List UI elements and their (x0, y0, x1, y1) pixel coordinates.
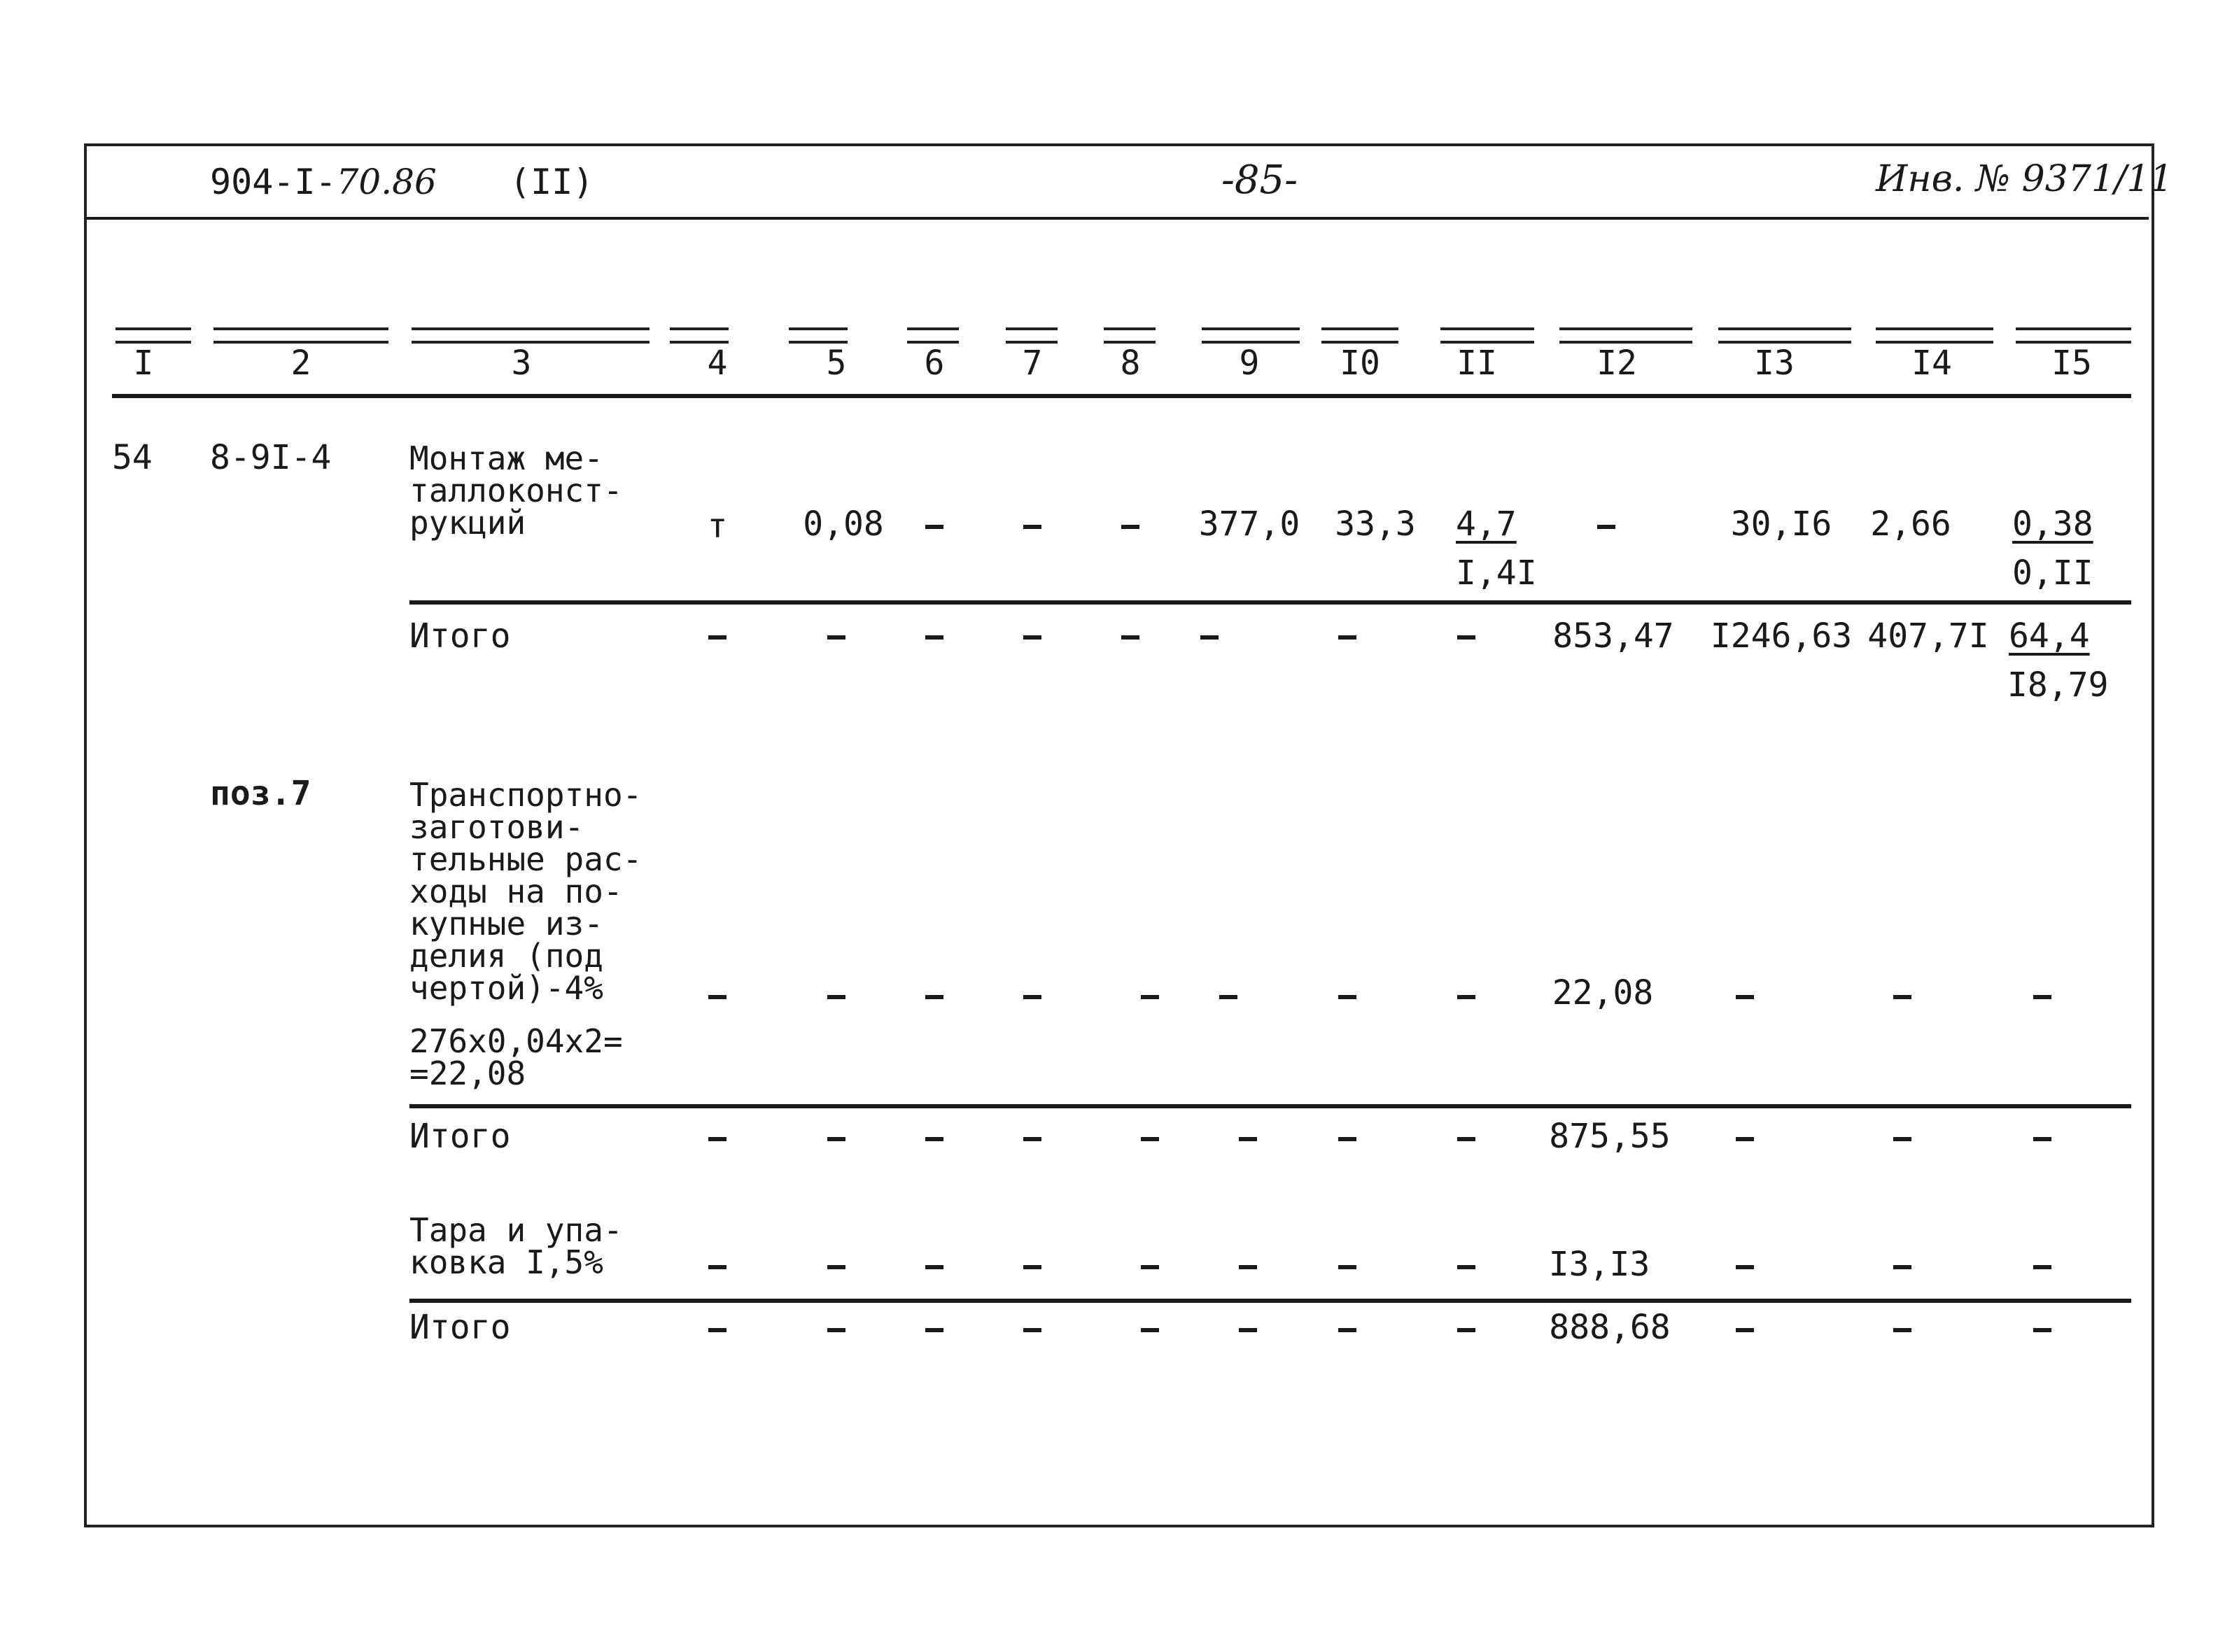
series-handwritten: 70.86 (336, 162, 437, 202)
empty-cell-dash (1121, 525, 1139, 529)
double-rule (412, 327, 650, 344)
empty-cell-dash (1893, 1137, 1911, 1141)
column-header: 9 (1239, 344, 1260, 383)
norm-code: 8-9I-4 (210, 438, 332, 477)
empty-cell-dash (1338, 1137, 1356, 1141)
empty-cell-dash (2033, 1265, 2051, 1269)
col13-value: 30,I6 (1730, 504, 1832, 544)
double-rule (1718, 327, 1851, 344)
total-label: Итого (409, 1308, 511, 1347)
empty-cell-dash (1023, 525, 1041, 529)
total-col12: 888,68 (1549, 1308, 1671, 1347)
empty-cell-dash (1023, 635, 1041, 640)
empty-cell-dash (1457, 1137, 1475, 1141)
inventory-number: Инв. № 9371/11 (1876, 158, 2173, 200)
empty-cell-dash (1023, 1137, 1041, 1141)
col15-value-top: 0,38 (2012, 504, 2093, 544)
empty-cell-dash (1141, 1137, 1159, 1141)
empty-cell-dash (1893, 995, 1911, 999)
column-header: 8 (1120, 344, 1141, 383)
empty-cell-dash (827, 1137, 845, 1141)
double-rule (1440, 327, 1534, 344)
empty-cell-dash (1457, 635, 1475, 640)
total-col12: 875,55 (1549, 1117, 1671, 1156)
double-rule (213, 327, 388, 344)
double-rule (1559, 327, 1692, 344)
row-divider (409, 600, 2131, 605)
col10-value: 33,3 (1335, 504, 1416, 544)
work-name: Монтаж ме- таллоконст- рукций (409, 439, 623, 542)
column-header: 3 (511, 344, 532, 383)
double-rule (1104, 327, 1156, 344)
empty-cell-dash (1338, 635, 1356, 640)
double-rule (1202, 327, 1300, 344)
work-name: Транспортно- заготови- тельные рас- ходы на по- купные из- делия (под чертой)-4% (409, 776, 643, 1007)
empty-cell-dash (2033, 1328, 2051, 1332)
double-rule (789, 327, 848, 344)
col15-value-bottom: 0,II (2012, 553, 2093, 593)
total-col13: I246,63 (1710, 616, 1853, 656)
total-label: Итого (409, 616, 511, 656)
empty-cell-dash (1338, 1328, 1356, 1332)
empty-cell-dash (708, 1137, 727, 1141)
series-code: 904-I- (210, 162, 337, 202)
position-code: поз.7 (210, 774, 311, 813)
col11-value-bottom: I,4I (1456, 553, 1537, 593)
column-header-underline (112, 394, 2131, 398)
empty-cell-dash (2033, 995, 2051, 999)
empty-cell-dash (1736, 1137, 1754, 1141)
empty-cell-dash (925, 525, 943, 529)
col12-value: 22,08 (1552, 973, 1654, 1012)
total-col14: 407,7I (1867, 616, 1989, 656)
empty-cell-dash (1239, 1265, 1257, 1269)
empty-cell-dash (1121, 635, 1139, 640)
col11-value-top: 4,7 (1456, 504, 1517, 544)
calculation: 276x0,04x2= =22,08 (409, 1022, 623, 1092)
empty-cell-dash (1023, 1265, 1041, 1269)
col9-value: 377,0 (1198, 504, 1300, 544)
empty-cell-dash (1457, 995, 1475, 999)
empty-cell-dash (1893, 1328, 1911, 1332)
double-rule (1321, 327, 1398, 344)
document-series (210, 162, 437, 202)
empty-cell-dash (1338, 1265, 1356, 1269)
empty-cell-dash (1736, 1328, 1754, 1332)
total-col12: 853,47 (1552, 616, 1674, 656)
row-divider (409, 1299, 2131, 1303)
column-header: I0 (1340, 344, 1380, 383)
empty-cell-dash (1239, 1328, 1257, 1332)
empty-cell-dash (708, 1328, 727, 1332)
empty-cell-dash (1200, 635, 1219, 640)
empty-cell-dash (827, 635, 845, 640)
double-rule (907, 327, 959, 344)
empty-cell-dash (925, 635, 943, 640)
col12-value: I3,I3 (1548, 1245, 1650, 1284)
empty-cell-dash (1457, 1265, 1475, 1269)
empty-cell-dash (827, 995, 845, 999)
document-part: (II) (510, 162, 594, 202)
double-rule (1006, 327, 1058, 344)
column-header: I3 (1754, 344, 1795, 383)
empty-cell-dash (827, 1328, 845, 1332)
row-divider (409, 1104, 2131, 1108)
page-frame (84, 143, 2154, 1527)
total-label: Итого (409, 1117, 511, 1156)
empty-cell-dash (708, 635, 727, 640)
column-header: 6 (924, 344, 945, 383)
col14-value: 2,66 (1870, 504, 1951, 544)
column-header: II (1457, 344, 1497, 383)
empty-cell-dash (1023, 995, 1041, 999)
empty-cell-dash (1219, 995, 1237, 999)
column-header: I4 (1911, 344, 1952, 383)
header-divider (84, 217, 2149, 220)
row-number: 54 (112, 438, 153, 477)
empty-cell-dash (1141, 995, 1159, 999)
empty-cell-dash (708, 1265, 727, 1269)
total-col15-bottom: I8,79 (2007, 665, 2109, 705)
empty-cell-dash (925, 995, 943, 999)
empty-cell-dash (1736, 1265, 1754, 1269)
quantity: 0,08 (803, 504, 884, 544)
empty-cell-dash (1736, 995, 1754, 999)
column-header: I5 (2051, 344, 2092, 383)
double-rule (2016, 327, 2131, 344)
page-number: -85- (1221, 157, 1298, 203)
column-header: 4 (707, 344, 728, 383)
empty-cell-dash (1457, 1328, 1475, 1332)
unit: т (707, 507, 728, 546)
column-header: 7 (1022, 344, 1043, 383)
empty-cell-dash (1338, 995, 1356, 999)
empty-cell-dash (925, 1265, 943, 1269)
empty-cell-dash (1893, 1265, 1911, 1269)
empty-cell-dash (827, 1265, 845, 1269)
work-name: Тара и упа- ковка I,5% (409, 1211, 623, 1281)
double-rule (670, 327, 729, 344)
empty-cell-dash (1141, 1265, 1159, 1269)
empty-cell-dash (708, 995, 727, 999)
column-header: I2 (1596, 344, 1637, 383)
column-header: 5 (826, 344, 847, 383)
empty-cell-dash (1023, 1328, 1041, 1332)
empty-cell-dash (1141, 1328, 1159, 1332)
empty-cell-dash (1239, 1137, 1257, 1141)
empty-cell-dash (925, 1328, 943, 1332)
empty-cell-dash (2033, 1137, 2051, 1141)
double-rule (1876, 327, 1993, 344)
column-header: I (133, 344, 154, 383)
empty-cell-dash (925, 1137, 943, 1141)
empty-cell-dash (1597, 525, 1615, 529)
double-rule (115, 327, 191, 344)
column-header: 2 (290, 344, 311, 383)
total-col15-top: 64,4 (2009, 616, 2090, 656)
